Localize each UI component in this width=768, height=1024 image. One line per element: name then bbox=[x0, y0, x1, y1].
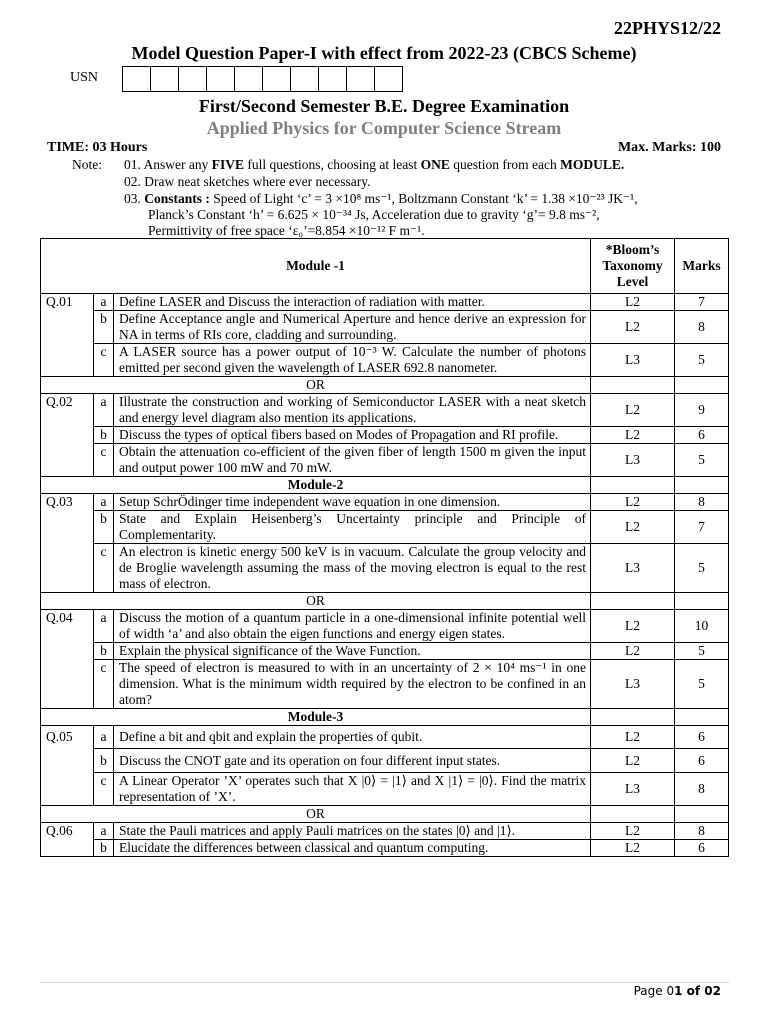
usn-boxes bbox=[123, 66, 403, 92]
blooms-level: L2 bbox=[591, 726, 675, 749]
part-label: c bbox=[94, 544, 114, 593]
question-marks: 9 bbox=[675, 394, 729, 427]
question-number: Q.04 bbox=[41, 610, 94, 709]
table-row bbox=[41, 643, 729, 660]
usn-box[interactable] bbox=[178, 66, 207, 92]
table-row bbox=[41, 840, 729, 857]
blooms-level: L2 bbox=[591, 294, 675, 311]
table-row bbox=[41, 610, 729, 643]
table-row bbox=[41, 311, 729, 344]
question-text: Define LASER and Discuss the interaction of radiation with matter. bbox=[114, 294, 591, 311]
question-table bbox=[40, 238, 729, 857]
module-row bbox=[41, 709, 729, 726]
max-marks: Max. Marks: 100 bbox=[617, 140, 721, 155]
part-label: c bbox=[94, 344, 114, 377]
note-3: 03. Constants : Speed of Light ‘c’ = 3 ×10⁸ ms⁻¹, Boltzmann Constant ‘k’ = 1.38 ×10⁻²³ JK⁻¹, bbox=[124, 191, 638, 206]
blooms-level: L2 bbox=[591, 394, 675, 427]
question-text: State the Pauli matrices and apply Pauli matrices on the states |0⟩ and |1⟩. bbox=[114, 823, 591, 840]
question-number: Q.06 bbox=[41, 823, 94, 857]
table-row bbox=[41, 294, 729, 311]
blooms-level: L3 bbox=[591, 773, 675, 806]
question-marks: 5 bbox=[675, 344, 729, 377]
question-text: Illustrate the construction and working of Semiconductor LASER with a neat sketch and energy level diagram also mention its applications. bbox=[114, 394, 591, 427]
blooms-level: L3 bbox=[591, 444, 675, 477]
question-marks: 6 bbox=[675, 749, 729, 773]
table-row bbox=[41, 823, 729, 840]
question-number: Q.05 bbox=[41, 726, 94, 806]
blooms-level: L2 bbox=[591, 840, 675, 857]
question-marks: 8 bbox=[675, 823, 729, 840]
blooms-level: L3 bbox=[591, 344, 675, 377]
part-label: a bbox=[94, 294, 114, 311]
paper-code: 22PHYS12/22 bbox=[613, 18, 721, 38]
part-label: a bbox=[94, 494, 114, 511]
question-marks: 6 bbox=[675, 726, 729, 749]
question-text: Define Acceptance angle and Numerical Aperture and hence derive an expression for NA in terms of RIs core, cladding and surrounding. bbox=[114, 311, 591, 344]
or-label: OR bbox=[41, 806, 591, 823]
note-3-line-2: Planck’s Constant ‘h’ = 6.625 × 10⁻³⁴ Js, Acceleration due to gravity ‘g’= 9.8 ms⁻², bbox=[148, 207, 600, 222]
question-text: Elucidate the differences between classical and quantum computing. bbox=[114, 840, 591, 857]
blooms-level: L2 bbox=[591, 610, 675, 643]
usn-box[interactable] bbox=[234, 66, 263, 92]
or-row bbox=[41, 593, 729, 610]
note-label: Note: bbox=[72, 157, 102, 172]
question-marks: 7 bbox=[675, 511, 729, 544]
blooms-level: L2 bbox=[591, 749, 675, 773]
question-marks: 10 bbox=[675, 610, 729, 643]
part-label: c bbox=[94, 773, 114, 806]
part-label: c bbox=[94, 660, 114, 709]
question-text: The speed of electron is measured to with in an uncertainty of 2 × 10⁴ ms⁻¹ in one dimension. What is the minimum width required by the electron to be confined in an atom? bbox=[114, 660, 591, 709]
table-row bbox=[41, 726, 729, 749]
question-text: A Linear Operator ’X’ operates such that X |0⟩ = |1⟩ and X |1⟩ = |0⟩. Find the matrix representation of ’X’. bbox=[114, 773, 591, 806]
table-header bbox=[41, 239, 729, 294]
question-marks: 5 bbox=[675, 444, 729, 477]
question-number: Q.01 bbox=[41, 294, 94, 377]
question-text: Define a bit and qbit and explain the properties of qubit. bbox=[114, 726, 591, 749]
question-number: Q.03 bbox=[41, 494, 94, 593]
blooms-level: L2 bbox=[591, 494, 675, 511]
module-2-heading: Module-2 bbox=[41, 477, 591, 494]
blooms-level: L2 bbox=[591, 643, 675, 660]
question-text: An electron is kinetic energy 500 keV is in vacuum. Calculate the group velocity and de Broglie wavelength assuming the mass of the moving electron is equal to the rest mass of electron. bbox=[114, 544, 591, 593]
subject-name: Applied Physics for Computer Science Stream bbox=[206, 118, 562, 138]
footer-divider bbox=[40, 982, 729, 983]
part-label: a bbox=[94, 726, 114, 749]
usn-box[interactable] bbox=[346, 66, 375, 92]
note-2: 02. Draw neat sketches where ever necessary. bbox=[124, 174, 371, 189]
exam-time: TIME: 03 Hours bbox=[47, 140, 148, 155]
table-row bbox=[41, 444, 729, 477]
usn-box[interactable] bbox=[318, 66, 347, 92]
blooms-level: L3 bbox=[591, 544, 675, 593]
question-marks: 6 bbox=[675, 840, 729, 857]
question-text: Discuss the CNOT gate and its operation on four different input states. bbox=[114, 749, 591, 773]
blooms-level: L2 bbox=[591, 311, 675, 344]
table-row bbox=[41, 494, 729, 511]
usn-box[interactable] bbox=[122, 66, 151, 92]
module-row bbox=[41, 477, 729, 494]
question-marks: 8 bbox=[675, 773, 729, 806]
blooms-level: L3 bbox=[591, 660, 675, 709]
part-label: b bbox=[94, 311, 114, 344]
question-text: State and Explain Heisenberg’s Uncertainty principle and Principle of Complementarity. bbox=[114, 511, 591, 544]
blooms-level: L2 bbox=[591, 823, 675, 840]
table-row bbox=[41, 344, 729, 377]
note-3-line-3: Permittivity of free space ‘ε₀’=8.854 ×10⁻¹² F m⁻¹. bbox=[148, 223, 425, 238]
question-text: A LASER source has a power output of 10⁻³ W. Calculate the number of photons emitted per second given the wavelength of LASER 692.8 nanometer. bbox=[114, 344, 591, 377]
question-number: Q.02 bbox=[41, 394, 94, 477]
page-number: Page 01 of 02 bbox=[633, 984, 721, 998]
exam-name: First/Second Semester B.E. Degree Examination bbox=[198, 96, 570, 116]
part-label: b bbox=[94, 749, 114, 773]
usn-box[interactable] bbox=[374, 66, 403, 92]
part-label: a bbox=[94, 823, 114, 840]
part-label: b bbox=[94, 643, 114, 660]
table-row bbox=[41, 427, 729, 444]
question-marks: 5 bbox=[675, 643, 729, 660]
usn-box[interactable] bbox=[206, 66, 235, 92]
table-row bbox=[41, 660, 729, 709]
module-3-heading: Module-3 bbox=[41, 709, 591, 726]
or-label: OR bbox=[41, 593, 591, 610]
usn-label: USN bbox=[70, 70, 99, 85]
or-row bbox=[41, 377, 729, 394]
module-1-heading: Module -1 bbox=[41, 239, 591, 294]
question-text: Explain the physical significance of the Wave Function. bbox=[114, 643, 591, 660]
blooms-heading: *Bloom’s Taxonomy Level bbox=[591, 239, 675, 294]
usn-box[interactable] bbox=[150, 66, 179, 92]
part-label: b bbox=[94, 840, 114, 857]
or-row bbox=[41, 806, 729, 823]
question-marks: 8 bbox=[675, 494, 729, 511]
blooms-level: L2 bbox=[591, 427, 675, 444]
part-label: a bbox=[94, 394, 114, 427]
usn-box[interactable] bbox=[262, 66, 291, 92]
or-label: OR bbox=[41, 377, 591, 394]
usn-box[interactable] bbox=[290, 66, 319, 92]
question-text: Setup SchrÖdinger time independent wave equation in one dimension. bbox=[114, 494, 591, 511]
question-text: Discuss the types of optical fibers based on Modes of Propagation and RI profile. bbox=[114, 427, 591, 444]
question-text: Obtain the attenuation co-efficient of the given fiber of length 1500 m given the input and output power 100 mW and 70 mW. bbox=[114, 444, 591, 477]
table-row bbox=[41, 544, 729, 593]
part-label: b bbox=[94, 511, 114, 544]
table-row bbox=[41, 773, 729, 806]
table-row bbox=[41, 511, 729, 544]
blooms-level: L2 bbox=[591, 511, 675, 544]
marks-heading: Marks bbox=[675, 239, 729, 294]
question-marks: 5 bbox=[675, 660, 729, 709]
part-label: c bbox=[94, 444, 114, 477]
question-marks: 5 bbox=[675, 544, 729, 593]
question-marks: 8 bbox=[675, 311, 729, 344]
question-marks: 7 bbox=[675, 294, 729, 311]
question-text: Discuss the motion of a quantum particle in a one-dimensional infinite potential well of width ‘a’ and also obtain the eigen functions and energy eigen states. bbox=[114, 610, 591, 643]
table-row bbox=[41, 394, 729, 427]
part-label: a bbox=[94, 610, 114, 643]
paper-title: Model Question Paper-I with effect from 2022-23 (CBCS Scheme) bbox=[131, 43, 637, 63]
question-marks: 6 bbox=[675, 427, 729, 444]
note-1: 01. Answer any FIVE full questions, choosing at least ONE question from each MODULE. bbox=[124, 157, 625, 172]
table-row bbox=[41, 749, 729, 773]
part-label: b bbox=[94, 427, 114, 444]
